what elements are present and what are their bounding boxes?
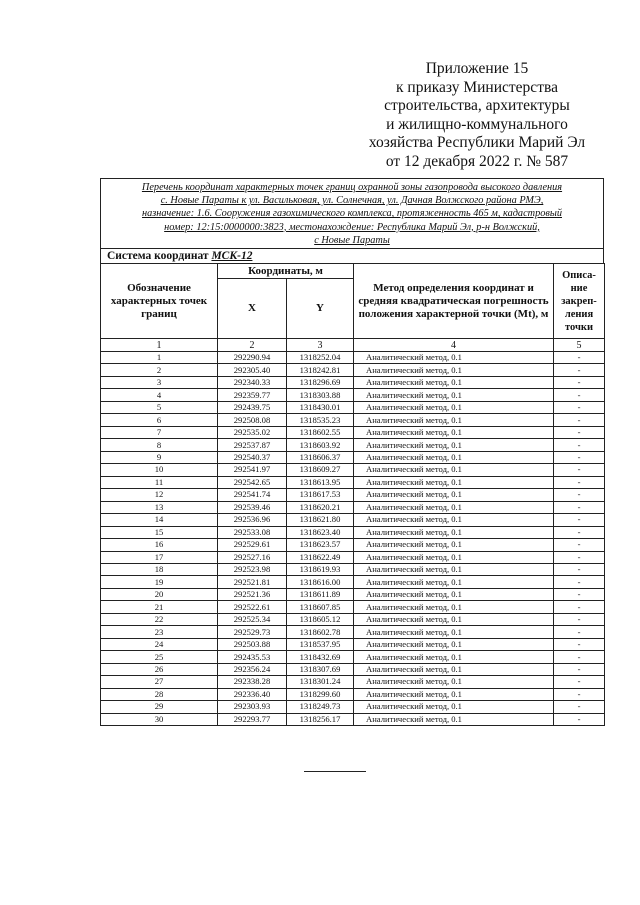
point-number: 30	[101, 713, 218, 725]
coordinate-y: 1318623.57	[287, 539, 354, 551]
title-line: Перечень координат характерных точек границ охранной зоны газопровода высокого давления	[141, 182, 563, 193]
point-number: 21	[101, 601, 218, 613]
point-number: 20	[101, 588, 218, 600]
coordinate-y: 1318606.37	[287, 451, 354, 463]
description-cell: -	[554, 539, 605, 551]
title-line: номер: 12:15:0000000:3823, местонахождение: Республика Марий Эл, р-н Волжский,	[164, 221, 540, 233]
coordinate-x: 292523.98	[218, 563, 287, 575]
description-cell: -	[554, 501, 605, 513]
coordinate-x: 292536.96	[218, 514, 287, 526]
point-number: 17	[101, 551, 218, 563]
table-row	[101, 638, 605, 650]
closing-rule	[304, 771, 366, 772]
table-row	[101, 601, 605, 613]
coordinate-y: 1318622.49	[287, 551, 354, 563]
coordinate-y: 1318296.69	[287, 376, 354, 388]
point-number: 8	[101, 439, 218, 451]
coordinate-x: 292521.81	[218, 576, 287, 588]
table-row	[101, 514, 605, 526]
header-line: и жилищно-коммунального	[386, 115, 568, 133]
table-row	[101, 501, 605, 513]
header-y: Y	[287, 279, 354, 339]
coordinate-x: 292542.65	[218, 476, 287, 488]
coordinate-y: 1318605.12	[287, 613, 354, 625]
method-cell: Аналитический метод, 0.1	[354, 688, 554, 700]
coordinate-y: 1318616.00	[287, 576, 354, 588]
column-number: 1	[101, 339, 218, 352]
table-row	[101, 376, 605, 388]
point-number: 25	[101, 651, 218, 663]
method-cell: Аналитический метод, 0.1	[354, 676, 554, 688]
point-number: 29	[101, 701, 218, 713]
coordinate-x: 292439.75	[218, 401, 287, 413]
point-number: 22	[101, 613, 218, 625]
method-cell: Аналитический метод, 0.1	[354, 626, 554, 638]
method-cell: Аналитический метод, 0.1	[354, 514, 554, 526]
method-cell: Аналитический метод, 0.1	[354, 489, 554, 501]
method-cell: Аналитический метод, 0.1	[354, 601, 554, 613]
description-cell: -	[554, 364, 605, 376]
header-x: X	[218, 279, 287, 339]
table-row	[101, 414, 605, 426]
coordinate-y: 1318619.93	[287, 563, 354, 575]
coordinate-y: 1318249.73	[287, 701, 354, 713]
coordinate-y: 1318430.01	[287, 401, 354, 413]
method-cell: Аналитический метод, 0.1	[354, 401, 554, 413]
point-number: 11	[101, 476, 218, 488]
description-cell: -	[554, 352, 605, 364]
description-cell: -	[554, 401, 605, 413]
table-row	[101, 626, 605, 638]
description-cell: -	[554, 451, 605, 463]
table-row	[101, 551, 605, 563]
point-number: 1	[101, 352, 218, 364]
header-description: Описа-ние закреп-ления точки	[554, 264, 605, 339]
table-row	[101, 701, 605, 713]
method-cell: Аналитический метод, 0.1	[354, 414, 554, 426]
table-row	[101, 663, 605, 675]
method-cell: Аналитический метод, 0.1	[354, 364, 554, 376]
coordinate-x: 292521.36	[218, 588, 287, 600]
coordinate-x: 292541.97	[218, 464, 287, 476]
method-cell: Аналитический метод, 0.1	[354, 563, 554, 575]
coordinate-x: 292503.88	[218, 638, 287, 650]
point-number: 19	[101, 576, 218, 588]
method-cell: Аналитический метод, 0.1	[354, 439, 554, 451]
coordinate-x: 292338.28	[218, 676, 287, 688]
table-row	[101, 676, 605, 688]
point-number: 14	[101, 514, 218, 526]
point-number: 5	[101, 401, 218, 413]
coordinate-x: 292356.24	[218, 663, 287, 675]
description-cell: -	[554, 638, 605, 650]
header-method: Метод определения координат и средняя квадратическая погрешность положения характерной точки (Mt), м	[354, 264, 554, 339]
title-line: назначение: 1.6. Сооружения газохимического комплекса, протяженность 465 м, кадастровый	[142, 208, 562, 220]
point-number: 7	[101, 426, 218, 438]
coordinate-x: 292305.40	[218, 364, 287, 376]
coordinate-y: 1318603.92	[287, 439, 354, 451]
coordinate-y: 1318609.27	[287, 464, 354, 476]
table-row	[101, 651, 605, 663]
title-line: с Новые Параты	[314, 234, 390, 246]
point-number: 28	[101, 688, 218, 700]
table-row	[101, 451, 605, 463]
document-title	[100, 178, 604, 248]
header-line: хозяйства Республики Марий Эл	[368, 134, 586, 151]
coordinate-y: 1318602.78	[287, 626, 354, 638]
table-row	[101, 489, 605, 501]
coordinate-y: 1318303.88	[287, 389, 354, 401]
point-number: 6	[101, 414, 218, 426]
coordinate-x: 292539.46	[218, 501, 287, 513]
coordinate-x: 292435.53	[218, 651, 287, 663]
coordinate-y: 1318252.04	[287, 352, 354, 364]
description-cell: -	[554, 414, 605, 426]
table-row	[101, 389, 605, 401]
header-line: к приказу Министерства	[396, 78, 558, 96]
coordinate-x: 292529.61	[218, 539, 287, 551]
coordinate-x: 292293.77	[218, 713, 287, 725]
method-cell: Аналитический метод, 0.1	[354, 551, 554, 563]
coordinate-x: 292535.02	[218, 426, 287, 438]
method-cell: Аналитический метод, 0.1	[354, 588, 554, 600]
coordinate-y: 1318256.17	[287, 713, 354, 725]
point-number: 13	[101, 501, 218, 513]
coordinate-x: 292340.33	[218, 376, 287, 388]
description-cell: -	[554, 426, 605, 438]
coordinate-y: 1318602.55	[287, 426, 354, 438]
description-cell: -	[554, 663, 605, 675]
point-number: 27	[101, 676, 218, 688]
description-cell: -	[554, 626, 605, 638]
table-row	[101, 713, 605, 725]
coordinate-x: 292537.87	[218, 439, 287, 451]
column-number: 4	[354, 339, 554, 352]
table-row	[101, 476, 605, 488]
method-cell: Аналитический метод, 0.1	[354, 476, 554, 488]
point-number: 9	[101, 451, 218, 463]
coordinate-y: 1318621.80	[287, 514, 354, 526]
coordinate-y: 1318242.81	[287, 364, 354, 376]
coordinate-y: 1318607.85	[287, 601, 354, 613]
column-number: 5	[554, 339, 605, 352]
table-row	[101, 688, 605, 700]
description-cell: -	[554, 613, 605, 625]
method-cell: Аналитический метод, 0.1	[354, 613, 554, 625]
column-number: 2	[218, 339, 287, 352]
point-number: 23	[101, 626, 218, 638]
point-number: 10	[101, 464, 218, 476]
table-row	[101, 613, 605, 625]
header-line: Приложение 15	[425, 60, 529, 77]
description-cell: -	[554, 476, 605, 488]
point-number: 24	[101, 638, 218, 650]
coordinate-y: 1318307.69	[287, 663, 354, 675]
method-cell: Аналитический метод, 0.1	[354, 352, 554, 364]
coordinate-y: 1318617.53	[287, 489, 354, 501]
table-row	[101, 364, 605, 376]
column-numbers-row	[101, 339, 605, 352]
table-row	[101, 563, 605, 575]
coordinate-x: 292527.16	[218, 551, 287, 563]
coordinate-x: 292522.61	[218, 601, 287, 613]
coordinate-x: 292533.08	[218, 526, 287, 538]
title-line: с. Новые Параты к ул. Васильковая, ул. Солнечная, ул. Дачная Волжского района РМЭ,	[160, 195, 544, 207]
coordinate-y: 1318620.21	[287, 501, 354, 513]
header-coordinates: Координаты, м	[218, 264, 354, 279]
header-line: строительства, архитектуры	[384, 97, 570, 114]
point-number: 4	[101, 389, 218, 401]
method-cell: Аналитический метод, 0.1	[354, 451, 554, 463]
coordinate-system	[100, 248, 604, 263]
description-cell: -	[554, 651, 605, 663]
appendix-header	[352, 60, 602, 171]
description-cell: -	[554, 713, 605, 725]
table-row	[101, 401, 605, 413]
method-cell: Аналитический метод, 0.1	[354, 539, 554, 551]
coordinate-x: 292303.93	[218, 701, 287, 713]
coordinate-x: 292541.74	[218, 489, 287, 501]
description-cell: -	[554, 389, 605, 401]
table-row	[101, 426, 605, 438]
table-row	[101, 464, 605, 476]
description-cell: -	[554, 439, 605, 451]
coordinate-system-label: Система координат	[107, 250, 209, 263]
point-number: 3	[101, 376, 218, 388]
description-cell: -	[554, 588, 605, 600]
point-number: 12	[101, 489, 218, 501]
table-row	[101, 439, 605, 451]
coordinate-x: 292359.77	[218, 389, 287, 401]
method-cell: Аналитический метод, 0.1	[354, 663, 554, 675]
description-cell: -	[554, 701, 605, 713]
method-cell: Аналитический метод, 0.1	[354, 701, 554, 713]
coordinate-y: 1318623.40	[287, 526, 354, 538]
point-number: 26	[101, 663, 218, 675]
description-cell: -	[554, 489, 605, 501]
method-cell: Аналитический метод, 0.1	[354, 651, 554, 663]
point-number: 18	[101, 563, 218, 575]
point-number: 16	[101, 539, 218, 551]
coordinates-document	[100, 178, 604, 726]
coordinate-x: 292290.94	[218, 352, 287, 364]
coordinate-x: 292529.73	[218, 626, 287, 638]
description-cell: -	[554, 688, 605, 700]
description-cell: -	[554, 676, 605, 688]
method-cell: Аналитический метод, 0.1	[354, 576, 554, 588]
table-row	[101, 352, 605, 364]
point-number: 2	[101, 364, 218, 376]
coordinates-table	[100, 263, 605, 726]
column-number: 3	[287, 339, 354, 352]
description-cell: -	[554, 601, 605, 613]
method-cell: Аналитический метод, 0.1	[354, 376, 554, 388]
coordinate-system-value: МСК-12	[211, 250, 253, 263]
table-row	[101, 539, 605, 551]
description-cell: -	[554, 526, 605, 538]
table-row	[101, 576, 605, 588]
coordinate-x: 292540.37	[218, 451, 287, 463]
description-cell: -	[554, 514, 605, 526]
method-cell: Аналитический метод, 0.1	[354, 713, 554, 725]
coordinate-y: 1318535.23	[287, 414, 354, 426]
method-cell: Аналитический метод, 0.1	[354, 526, 554, 538]
header-point-designation: Обозначение характерных точек границ	[101, 264, 218, 339]
description-cell: -	[554, 551, 605, 563]
coordinate-y: 1318301.24	[287, 676, 354, 688]
description-cell: -	[554, 464, 605, 476]
coordinate-y: 1318611.89	[287, 588, 354, 600]
description-cell: -	[554, 563, 605, 575]
coordinate-y: 1318432.69	[287, 651, 354, 663]
table-row	[101, 526, 605, 538]
method-cell: Аналитический метод, 0.1	[354, 501, 554, 513]
coordinate-y: 1318613.95	[287, 476, 354, 488]
coordinate-x: 292525.34	[218, 613, 287, 625]
description-cell: -	[554, 376, 605, 388]
point-number: 15	[101, 526, 218, 538]
description-cell: -	[554, 576, 605, 588]
coordinate-y: 1318537.95	[287, 638, 354, 650]
header-line: от 12 декабря 2022 г. № 587	[385, 152, 569, 170]
method-cell: Аналитический метод, 0.1	[354, 638, 554, 650]
table-row	[101, 588, 605, 600]
method-cell: Аналитический метод, 0.1	[354, 464, 554, 476]
coordinate-x: 292508.08	[218, 414, 287, 426]
method-cell: Аналитический метод, 0.1	[354, 389, 554, 401]
coordinate-y: 1318299.60	[287, 688, 354, 700]
method-cell: Аналитический метод, 0.1	[354, 426, 554, 438]
coordinate-x: 292336.40	[218, 688, 287, 700]
